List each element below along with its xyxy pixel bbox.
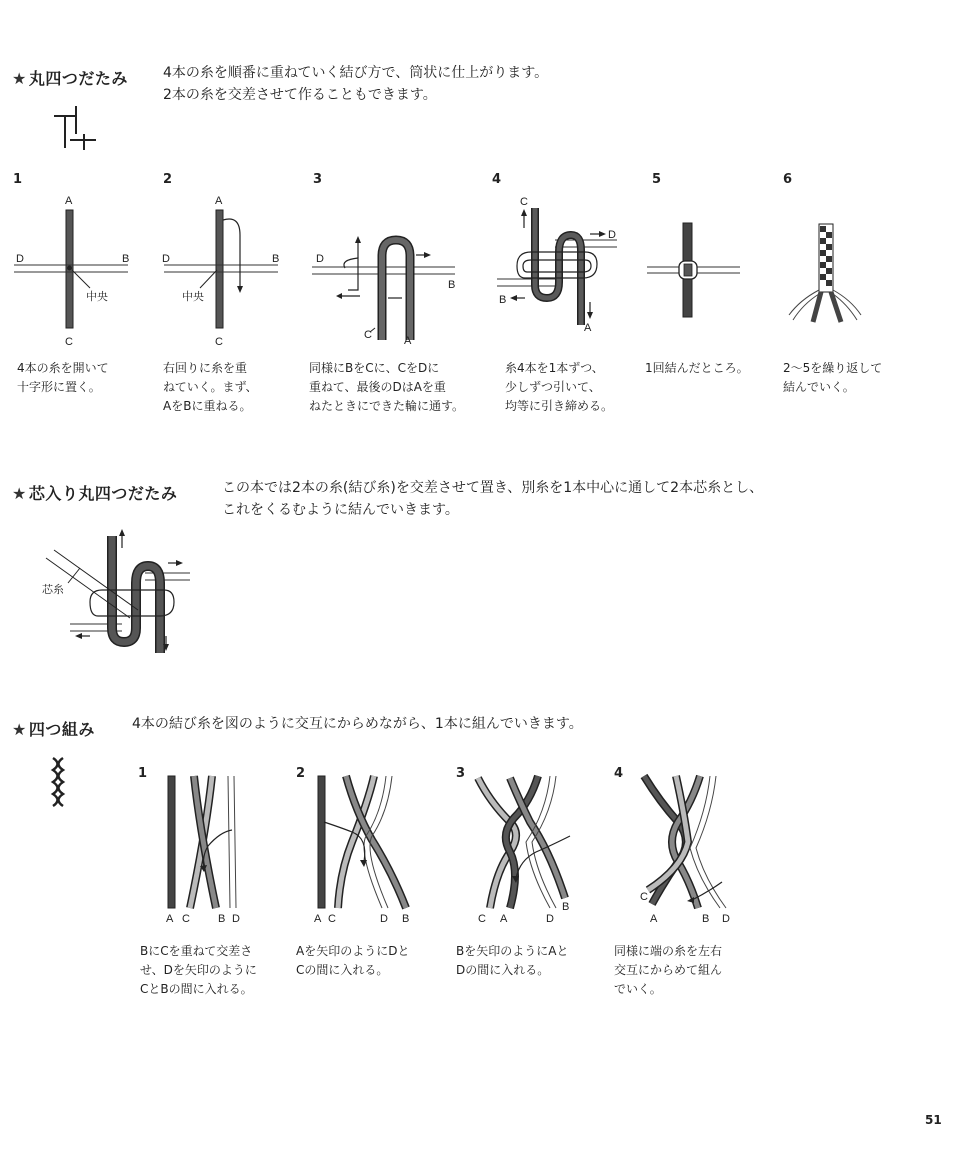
step-caption	[163, 359, 258, 416]
section-title-text: 四つ組み	[28, 720, 95, 739]
label-c: C	[215, 336, 223, 348]
step-number: 4	[492, 172, 502, 187]
section-description	[222, 477, 763, 521]
caption-line: 1回結んだところ。	[645, 361, 749, 375]
desc-line: 4本の結び糸を図のように交互にからめながら、1本に組んでいきます。	[132, 716, 583, 732]
label-d: D	[608, 229, 616, 241]
label-b: B	[499, 294, 507, 306]
label-a: A	[65, 195, 73, 207]
label-b: B	[218, 913, 226, 925]
caption-line: 同様に端の糸を左右	[614, 944, 723, 958]
label-b: B	[402, 913, 410, 925]
label-a: A	[166, 913, 174, 925]
label-c: C	[640, 891, 648, 903]
section-title-text: 芯入り丸四つだたみ	[28, 484, 178, 503]
label-d: D	[162, 253, 170, 265]
label-c: C	[520, 196, 528, 208]
step-caption	[140, 942, 257, 999]
step6-diagram	[785, 220, 865, 325]
step-number: 2	[163, 172, 173, 187]
caption-line: でいく。	[614, 982, 662, 996]
caption-line: BにCを重ねて交差さ	[140, 944, 253, 958]
braid-step2-diagram	[312, 772, 417, 930]
desc-line: 4本の糸を順番に重ねていく結び方で、筒状に仕上がります。	[163, 65, 549, 81]
step-number: 3	[313, 172, 323, 187]
label-c: C	[328, 913, 336, 925]
section-description	[163, 62, 548, 106]
label-b: B	[122, 253, 130, 265]
section-title-shin-iri	[12, 481, 177, 504]
step-number: 1	[138, 766, 148, 781]
desc-line: この本では2本の糸(結び糸)を交差させて置き、別糸を1本中心に通して2本芯糸とし、	[222, 480, 764, 496]
step-number: 6	[783, 172, 793, 187]
label-b: B	[448, 279, 456, 291]
section-title-text: 丸四つだたみ	[28, 69, 128, 88]
caption-line: Bを矢印のようにAと	[456, 944, 569, 958]
star-icon: ★	[12, 69, 27, 88]
caption-line: ねたときにできた輪に通す。	[309, 399, 465, 413]
braid-step1-diagram	[160, 772, 255, 930]
label-c: C	[364, 329, 372, 341]
caption-line: 交互にからめて組ん	[614, 963, 723, 977]
label-b: B	[272, 253, 280, 265]
label-a: A	[500, 913, 508, 925]
caption-line: Aを矢印のようにDと	[296, 944, 410, 958]
step-number: 4	[614, 766, 624, 781]
step1-diagram	[10, 190, 135, 350]
caption-line: Cの間に入れる。	[296, 963, 389, 977]
step4-diagram	[495, 190, 625, 340]
caption-line: 右回りに糸を重	[163, 361, 248, 375]
label-b: B	[702, 913, 710, 925]
page-number: 51	[925, 1113, 942, 1127]
step3-diagram	[310, 230, 470, 355]
braid-step4-diagram	[628, 772, 743, 930]
star-icon: ★	[12, 720, 27, 739]
section-title-maru-yotsudatami	[12, 66, 128, 89]
label-c: C	[65, 336, 73, 348]
label-b: B	[562, 901, 570, 913]
label-c: C	[182, 913, 190, 925]
label-core-thread: 芯糸	[42, 584, 64, 596]
braid-symbol-icon	[48, 756, 70, 808]
knot-symbol-icon	[50, 104, 105, 154]
step-caption	[505, 359, 613, 416]
step-caption	[309, 359, 464, 416]
caption-line: 均等に引き締める。	[505, 399, 614, 413]
label-a: A	[404, 335, 412, 347]
caption-line: 重ねて、最後のDはAを重	[309, 380, 446, 394]
label-center: 中央	[86, 291, 108, 303]
step-caption	[645, 359, 749, 378]
label-a: A	[584, 322, 592, 334]
caption-line: 同様にBをCに、CをDに	[309, 361, 440, 375]
label-d: D	[16, 253, 24, 265]
label-d: D	[546, 913, 554, 925]
caption-line: Dの間に入れる。	[456, 963, 550, 977]
step5-diagram	[645, 215, 745, 320]
step2-diagram	[160, 190, 285, 350]
label-d: D	[380, 913, 388, 925]
label-center: 中央	[182, 291, 204, 303]
desc-line: これをくるむように結んでいきます。	[222, 502, 459, 518]
step-caption	[17, 359, 109, 397]
caption-line: 2～5を繰り返して	[783, 361, 883, 375]
section-description	[132, 713, 583, 735]
label-a: A	[650, 913, 658, 925]
step-caption	[783, 359, 882, 397]
step-caption	[614, 942, 722, 999]
label-c: C	[478, 913, 486, 925]
step-number: 2	[296, 766, 306, 781]
label-a: A	[314, 913, 322, 925]
step-number: 1	[13, 172, 23, 187]
label-a: A	[215, 195, 223, 207]
core-thread-diagram	[40, 528, 200, 658]
caption-line: CとBの間に入れる。	[140, 982, 253, 996]
section-title-yotsugumi	[12, 717, 95, 740]
label-d: D	[232, 913, 240, 925]
label-d: D	[722, 913, 730, 925]
desc-line: 2本の糸を交差させて作ることもできます。	[163, 87, 437, 103]
caption-line: 少しずつ引いて、	[505, 380, 601, 394]
caption-line: せ、Dを矢印のように	[140, 963, 257, 977]
step-number: 5	[652, 172, 662, 187]
caption-line: 十字形に置く。	[17, 380, 101, 394]
braid-step3-diagram	[470, 772, 580, 930]
caption-line: 結んでいく。	[783, 380, 855, 394]
caption-line: 糸4本を1本ずつ、	[505, 361, 604, 375]
star-icon: ★	[12, 484, 27, 503]
step-number: 3	[456, 766, 466, 781]
label-d: D	[316, 253, 324, 265]
caption-line: AをBに重ねる。	[163, 399, 252, 413]
caption-line: ねていく。まず、	[163, 380, 258, 394]
caption-line: 4本の糸を開いて	[17, 361, 109, 375]
step-caption	[456, 942, 568, 980]
step-caption	[296, 942, 409, 980]
